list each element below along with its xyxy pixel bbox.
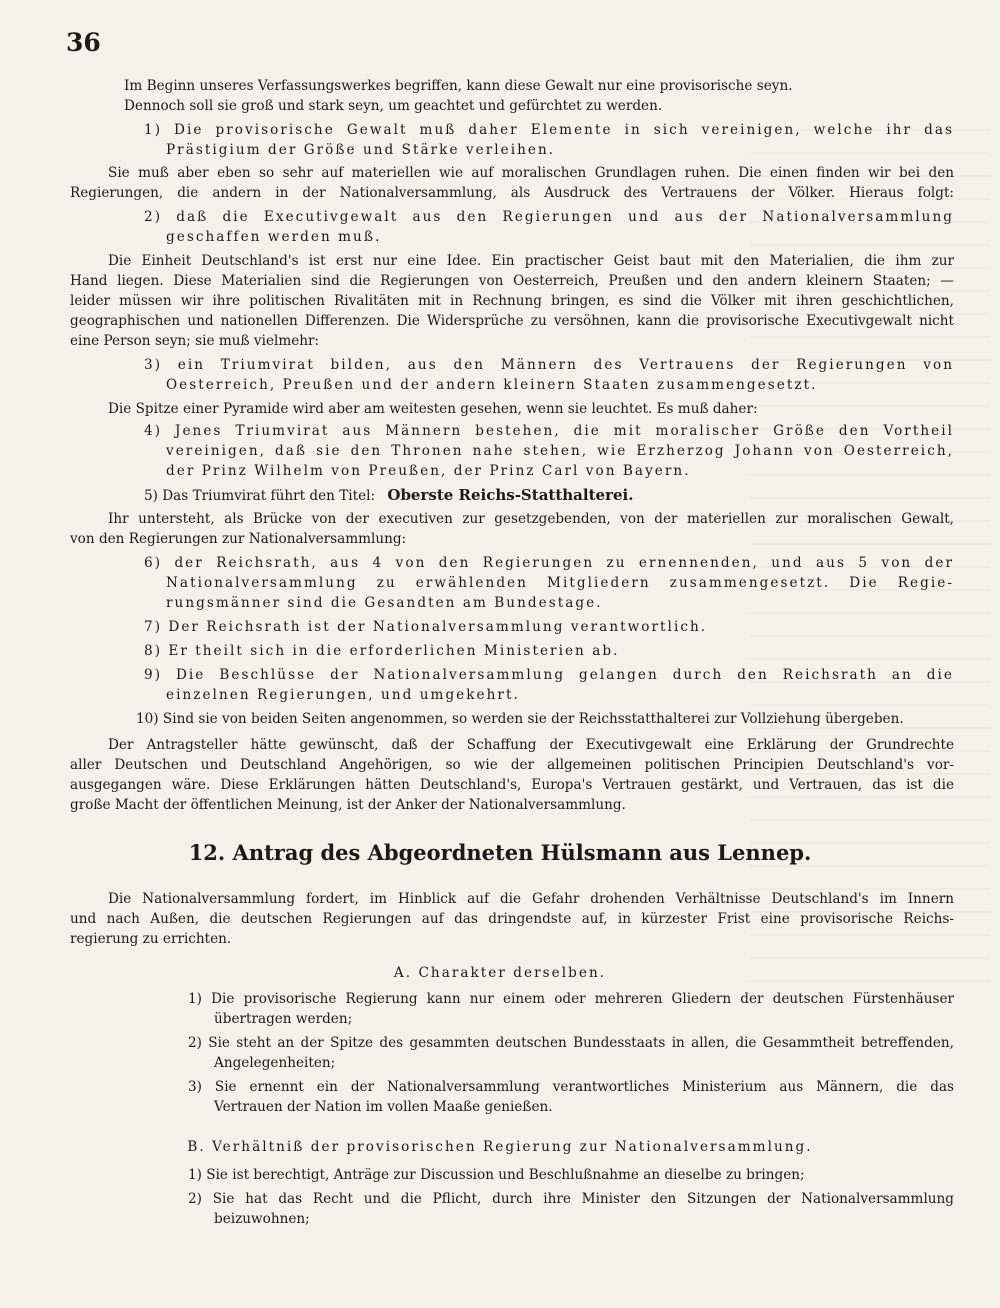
list-item-4-cont: vereinigen, daß sie den Thronen nahe stehen, wie Erzherzog Johann von Oesterreich,	[166, 443, 954, 459]
list-item-1-cont: Prästigium der Größe und Stärke verleihen.	[166, 142, 556, 158]
list-item-5-text: 5) Das Triumvirat führt den Titel:	[144, 488, 376, 504]
paragraph-line: Der Antragsteller hätte gewünscht, daß der Schaffung der Executivgewalt eine Erklärung der Grundrechte	[108, 737, 954, 753]
list-item-4: 4) Jenes Triumvirat aus Männern bestehen, die mit moralischer Größe den Vortheil	[144, 423, 954, 439]
paragraph-line: Hand liegen. Diese Materialien sind die Regierungen von Oesterreich, Preußen und den andern kleinern Staaten; —	[70, 273, 954, 289]
list-item-3-cont: Oesterreich, Preußen und der andern kleinern Staaten zusammengesetzt.	[166, 377, 818, 393]
paragraph-line: eine Person seyn; sie muß vielmehr:	[70, 333, 320, 349]
paragraph-line: geographischen und nationellen Differenzen. Die Widersprüche zu versöhnen, kann die provisorische Executivgewalt nicht	[70, 313, 954, 329]
a-item-2-cont: Angelegenheiten;	[214, 1055, 336, 1071]
paragraph-line: Die Spitze einer Pyramide wird aber am weitesten gesehen, wenn sie leuchtet. Es muß daher:	[108, 401, 758, 417]
section-intro-line: und nach Außen, die deutschen Regierungen auf das dringendste auf, in kürzester Frist eine provisorische Reichs-	[70, 911, 954, 927]
paragraph-line: Regierungen, die andern in der Nationalversammlung, als Ausdruck des Vertrauens der Völker. Hieraus folgt:	[70, 185, 954, 201]
list-item-7: 7) Der Reichsrath ist der Nationalversammlung verantwortlich.	[144, 619, 708, 635]
paragraph-line: Ihr untersteht, als Brücke von der executiven zur gesetzgebenden, von der materiellen zur moralischen Gewalt,	[108, 511, 954, 527]
b-item-2-cont: beizuwohnen;	[214, 1211, 310, 1227]
subsection-b-heading: B. Verhältniß der provisorischen Regierung zur Nationalversammlung.	[187, 1139, 813, 1155]
paragraph-line: aller Deutschen und Deutschland Angehörigen, so wie der allgemeinen politischen Principien Deutschland's vor-	[70, 757, 954, 773]
b-item-1: 1) Sie ist berechtigt, Anträge zur Discussion und Beschlußnahme an dieselbe zu bringen;	[188, 1167, 805, 1183]
a-item-1-cont: übertragen werden;	[214, 1011, 353, 1027]
a-item-3-cont: Vertrauen der Nation im vollen Maaße genießen.	[214, 1099, 553, 1115]
list-item-6-cont: Nationalversammlung zu erwählenden Mitgliedern zusammengesetzt. Die Regie-	[166, 575, 954, 591]
paragraph-line: leider müssen wir ihre politischen Rivalitäten mit in Rechnung bringen, es sind die Völker mit ihren geschichtlichen,	[70, 293, 954, 309]
list-item-1: 1) Die provisorische Gewalt muß daher Elemente in sich vereinigen, welche ihr das	[144, 122, 954, 138]
a-item-1: 1) Die provisorische Regierung kann nur einem oder mehreren Gliedern der deutschen Fürstenhäuser	[188, 991, 954, 1007]
list-item-6-cont: rungsmänner sind die Gesandten am Bundestage.	[166, 595, 603, 611]
list-item-2-cont: geschaffen werden muß.	[166, 229, 382, 245]
section-intro-line: Die Nationalversammlung fordert, im Hinblick auf die Gefahr drohenden Verhältnisse Deutschland's im Innern	[108, 891, 954, 907]
paragraph-line: von den Regierungen zur Nationalversammlung:	[70, 531, 407, 547]
office-title: Oberste Reichs-Statthalterei.	[387, 486, 634, 504]
list-item-3: 3) ein Triumvirat bilden, aus den Männern des Vertrauens der Regierungen von	[144, 357, 954, 373]
section-title: 12. Antrag des Abgeordneten Hülsmann aus Lennep.	[188, 840, 812, 865]
list-item-9-cont: einzelnen Regierungen, und umgekehrt.	[166, 687, 520, 703]
intro-line: Im Beginn unseres Verfassungswerkes begriffen, kann diese Gewalt nur eine provisorische seyn.	[124, 78, 793, 94]
list-item-4-cont: der Prinz Wilhelm von Preußen, der Prinz Carl von Bayern.	[166, 463, 691, 479]
list-item-8: 8) Er theilt sich in die erforderlichen Ministerien ab.	[144, 643, 620, 659]
a-item-2: 2) Sie steht an der Spitze des gesammten deutschen Bundesstaats in allen, die Gesammtheit betreffenden,	[188, 1035, 954, 1051]
list-item-5	[144, 485, 633, 506]
section-intro-line: regierung zu errichten.	[70, 931, 232, 947]
paragraph-line: Die Einheit Deutschland's ist erst nur eine Idee. Ein practischer Geist baut mit den Materialien, die ihm zur	[108, 253, 954, 269]
paragraph-line: ausgegangen wäre. Diese Erklärungen hätten Deutschland's, Europa's Vertrauen gestärkt, und Vertrauen, das ist die	[70, 777, 954, 793]
paragraph-line: große Macht der öffentlichen Meinung, ist der Anker der Nationalversammlung.	[70, 797, 626, 813]
subsection-a-heading: A. Charakter derselben.	[393, 965, 607, 981]
page-number: 36	[66, 28, 101, 57]
list-item-10: 10) Sind sie von beiden Seiten angenommen, so werden sie der Reichsstatthalterei zur Vollziehung übergeben.	[136, 711, 904, 727]
list-item-2: 2) daß die Executivgewalt aus den Regierungen und aus der Nationalversammlung	[144, 209, 954, 225]
a-item-3: 3) Sie ernennt ein der Nationalversammlung verantwortliches Ministerium aus Männern, die das	[188, 1079, 954, 1095]
intro-line: Dennoch soll sie groß und stark seyn, um geachtet und gefürchtet zu werden.	[124, 98, 663, 114]
list-item-9: 9) Die Beschlüsse der Nationalversammlung gelangen durch den Reichsrath an die	[144, 667, 954, 683]
b-item-2: 2) Sie hat das Recht und die Pflicht, durch ihre Minister den Sitzungen der Nationalversammlung	[188, 1191, 954, 1207]
paragraph-line: Sie muß aber eben so sehr auf materiellen wie auf moralischen Grundlagen ruhen. Die einen finden wir bei den	[108, 165, 954, 181]
list-item-6: 6) der Reichsrath, aus 4 von den Regierungen zu ernennenden, und aus 5 von der	[144, 555, 954, 571]
